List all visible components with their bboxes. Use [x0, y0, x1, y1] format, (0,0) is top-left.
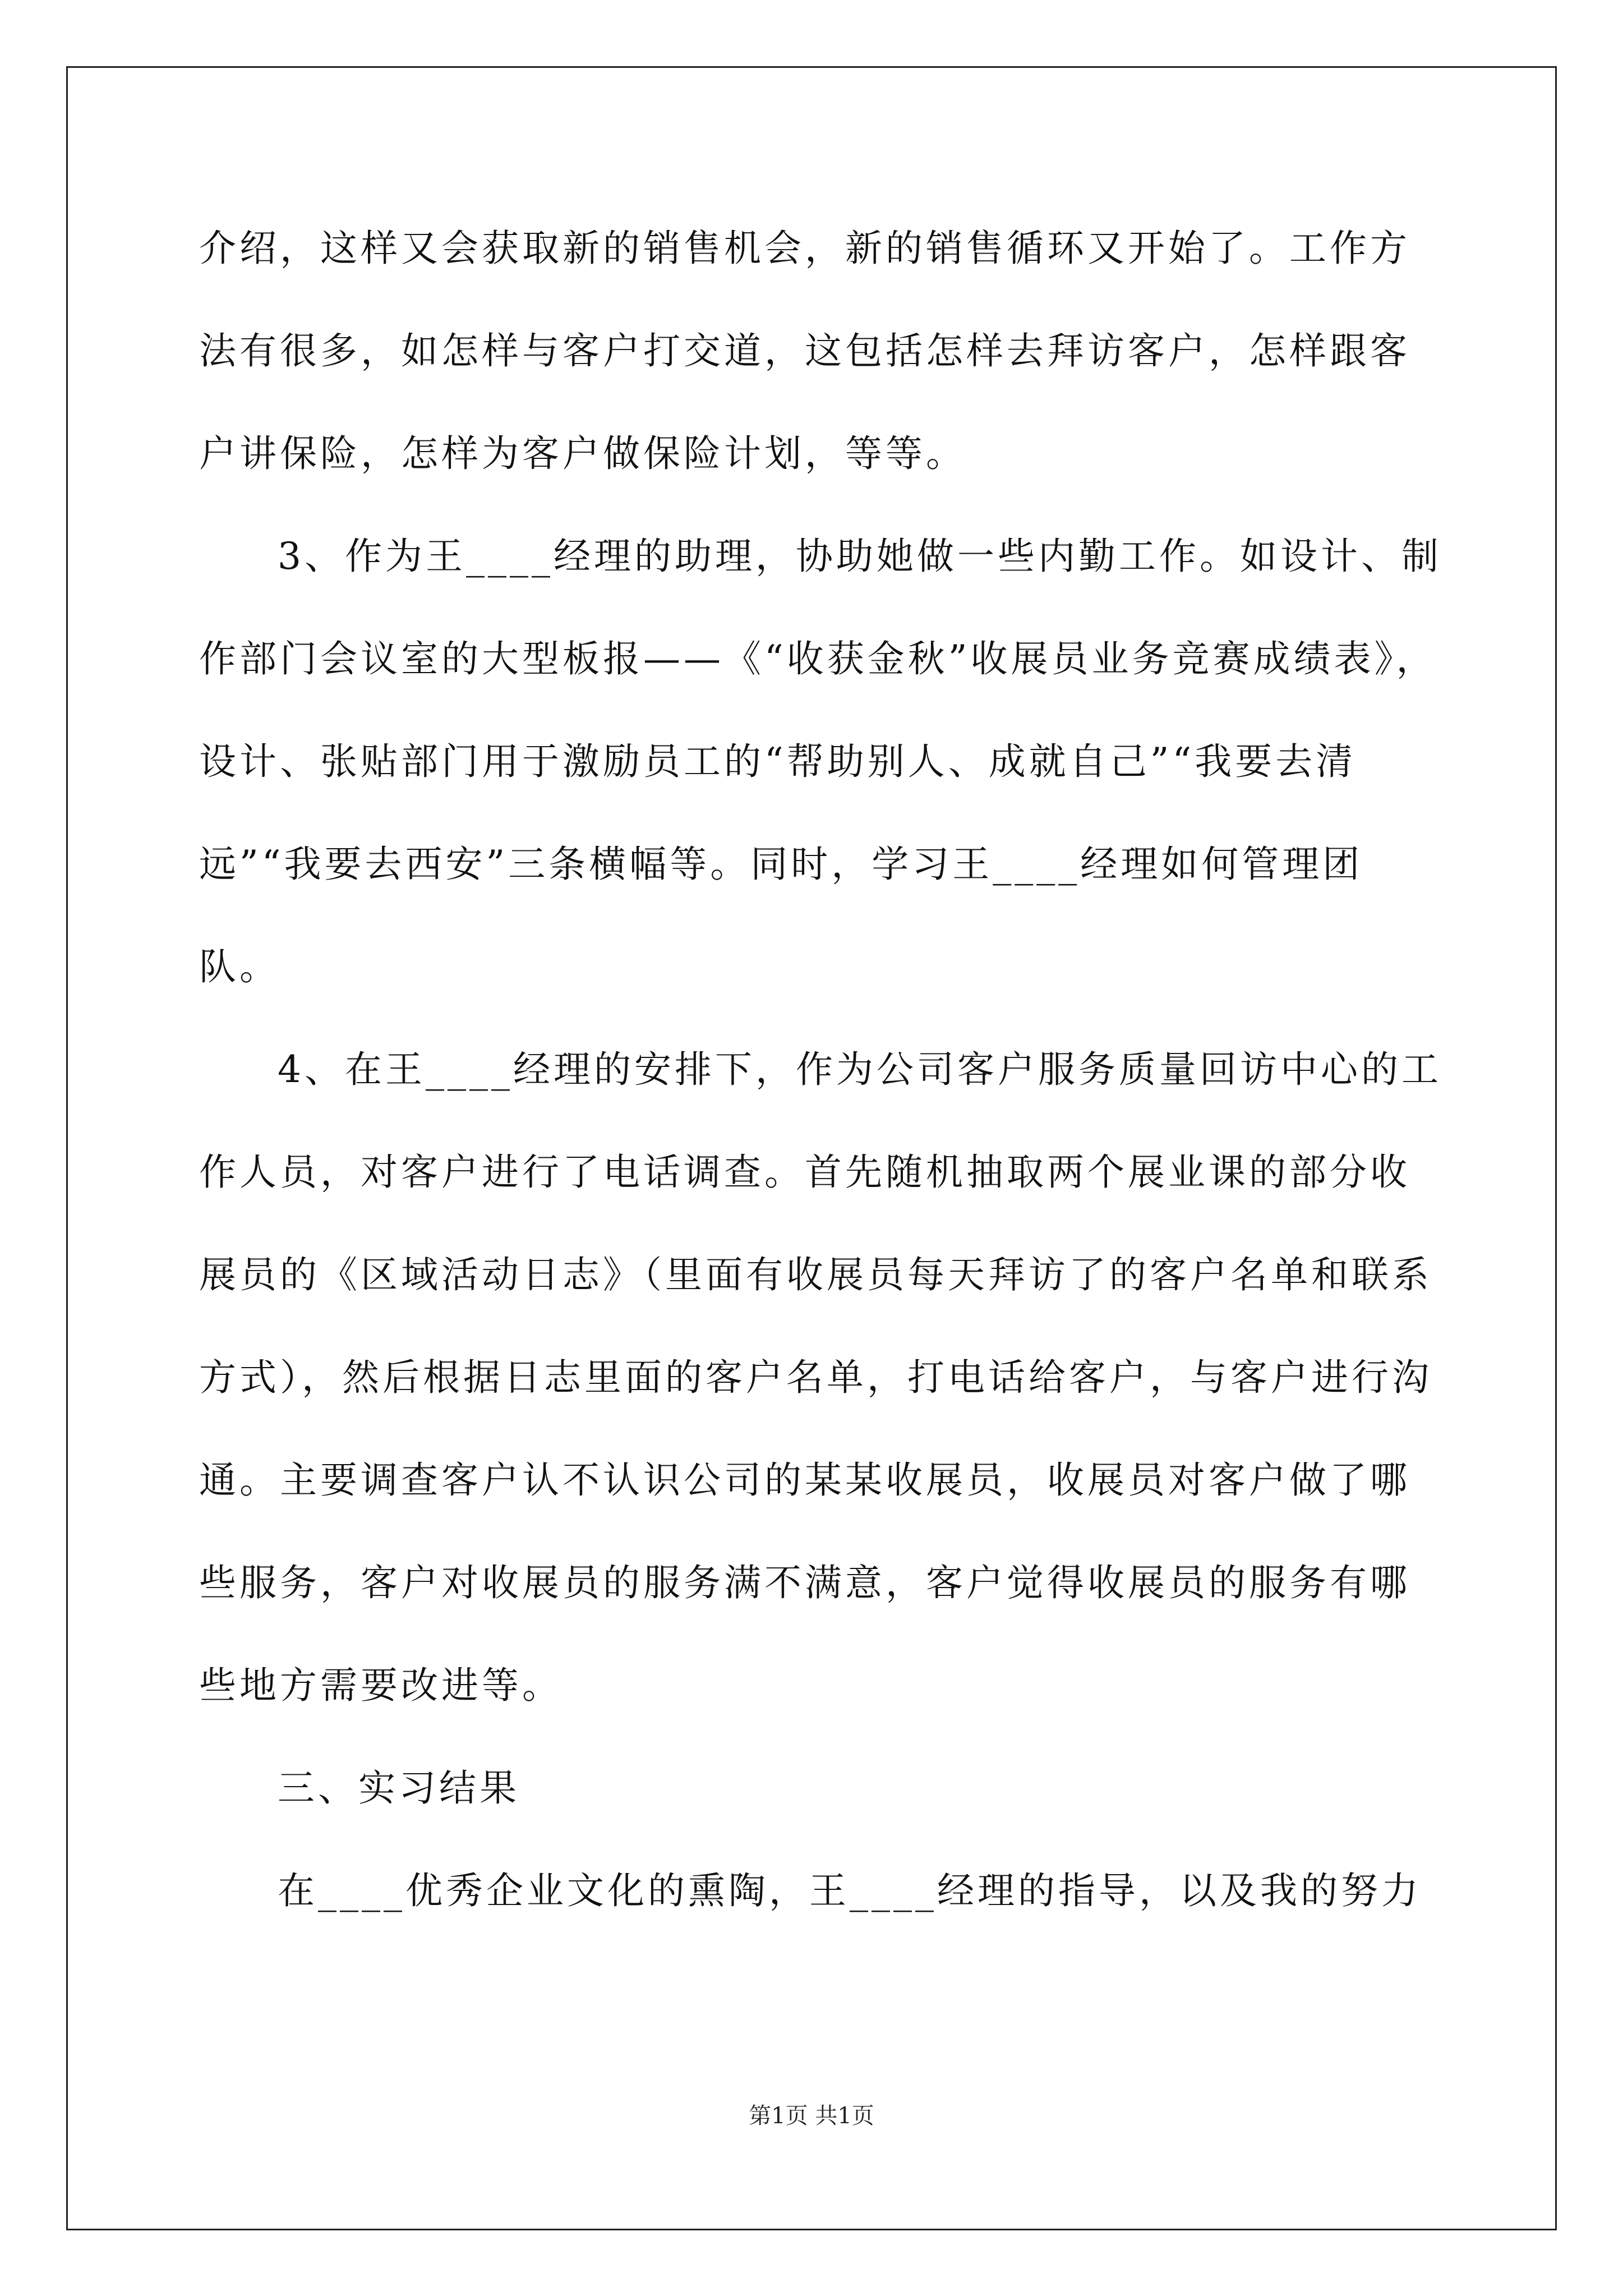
text-line: 远”“我要去西安”三条横幅等。同时，学习王____经理如何管理团 — [199, 843, 1363, 886]
text-line: 法有很多，如怎样与客户打交道，这包括怎样去拜访客户，怎样跟客 — [199, 329, 1410, 372]
text-line: 通。主要调查客户认不认识公司的某某收展员，收展员对客户做了哪 — [199, 1458, 1410, 1502]
text-line: 3、作为王____经理的助理，协助她做一些内勤工作。如设计、制 — [278, 535, 1442, 578]
section-heading: 三、实习结果 — [278, 1766, 520, 1810]
text-line: 展员的《区域活动日志》（里面有收展员每天拜访了的客户名单和联系 — [199, 1253, 1432, 1296]
text-line: 在____优秀企业文化的熏陶，王____经理的指导，以及我的努力 — [278, 1869, 1422, 1912]
page-number-footer: 第1页 共1页 — [749, 2103, 874, 2129]
text-line: 设计、张贴部门用于激励员工的“帮助别人、成就自己”“我要去清 — [199, 740, 1357, 783]
text-line: 队。 — [199, 945, 280, 988]
text-line: 介绍，这样又会获取新的销售机会，新的销售循环又开始了。工作方 — [199, 227, 1410, 270]
text-line: 些地方需要改进等。 — [199, 1664, 562, 1707]
text-line: 些服务，客户对收展员的服务满不满意，客户觉得收展员的服务有哪 — [199, 1561, 1410, 1604]
text-line: 4、在王____经理的安排下，作为公司客户服务质量回访中心的工 — [278, 1048, 1442, 1091]
text-line: 作人员，对客户进行了电话调查。首先随机抽取两个展业课的部分收 — [199, 1151, 1410, 1194]
text-line: 作部门会议室的大型板报——《“收获金秋”收展员业务竞赛成绩表》， — [199, 637, 1437, 680]
text-line: 户讲保险，怎样为客户做保险计划，等等。 — [199, 432, 966, 475]
text-line: 方式），然后根据日志里面的客户名单，打电话给客户，与客户进行沟 — [199, 1356, 1432, 1399]
